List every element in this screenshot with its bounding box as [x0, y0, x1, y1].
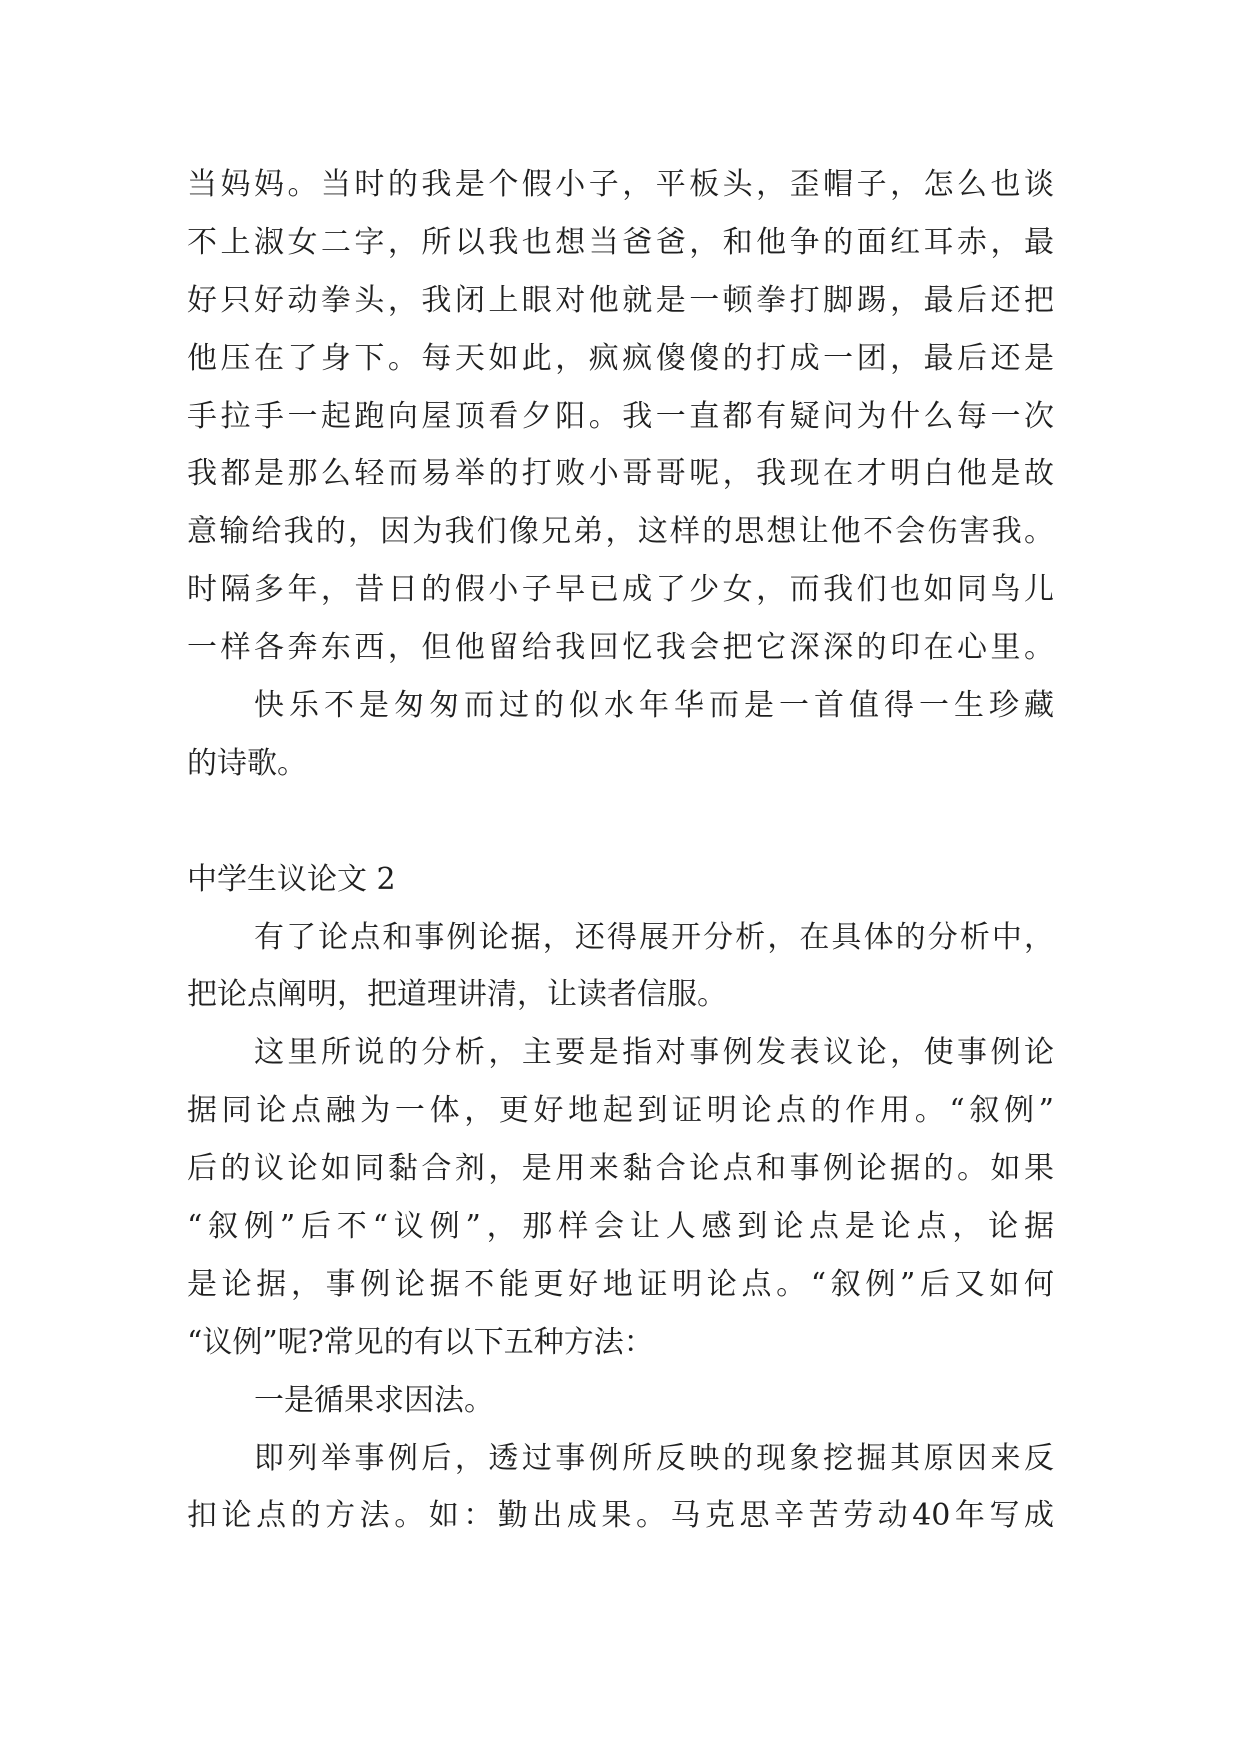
text-line: 扣论点的方法。如：勤出成果。马克思辛苦劳动40年写成: [187, 1498, 1054, 1534]
section-heading: 中学生议论文 2: [187, 861, 396, 897]
paragraph: [187, 1430, 1054, 1546]
text-line: “叙例”后不“议例”，那样会让人感到论点是论点，论据: [187, 1209, 1054, 1245]
text-line: 的诗歌。: [187, 745, 307, 781]
paragraph: [187, 1372, 1054, 1430]
text-line: 即列举事例后，透过事例所反映的现象挖掘其原因来反: [254, 1440, 1054, 1476]
document-body: [187, 156, 1054, 1545]
blank-line: [187, 793, 1054, 851]
paragraph: [187, 677, 1054, 793]
paragraph: [187, 909, 1054, 1025]
paragraph: [187, 156, 1054, 677]
text-line: 有了论点和事例论据，还得展开分析，在具体的分析中，: [254, 919, 1054, 955]
paragraph: [187, 1024, 1054, 1371]
text-line: 是论据，事例论据不能更好地证明论点。“叙例”后又如何: [187, 1266, 1054, 1302]
text-line: “议例”呢?常见的有以下五种方法：: [187, 1324, 654, 1360]
text-line: 把论点阐明，把道理讲清，让读者信服。: [187, 977, 727, 1013]
text-line: 快乐不是匆匆而过的似水年华而是一首值得一生珍藏: [254, 688, 1054, 724]
text-line: 意输给我的，因为我们像兄弟，这样的思想让他不会伤害我。: [187, 514, 1054, 550]
text-line: 不上淑女二字，所以我也想当爸爸，和他争的面红耳赤，最: [187, 224, 1054, 260]
text-line: 手拉手一起跑向屋顶看夕阳。我一直都有疑问为什么每一次: [187, 398, 1054, 434]
text-line: 他压在了身下。每天如此，疯疯傻傻的打成一团，最后还是: [187, 340, 1054, 376]
text-line: 好只好动拳头，我闭上眼对他就是一顿拳打脚踢，最后还把: [187, 282, 1054, 318]
text-line: 这里所说的分析，主要是指对事例发表议论，使事例论: [254, 1035, 1054, 1071]
text-line: 一样各奔东西，但他留给我回忆我会把它深深的印在心里。: [187, 630, 1054, 666]
text-line: 后的议论如同黏合剂，是用来黏合论点和事例论据的。如果: [187, 1151, 1054, 1187]
text-line: 一是循果求因法。: [254, 1382, 494, 1418]
text-line: 当妈妈。当时的我是个假小子，平板头，歪帽子，怎么也谈: [187, 167, 1054, 202]
text-line: 时隔多年，昔日的假小子早已成了少女，而我们也如同鸟儿: [187, 572, 1054, 608]
text-line: 我都是那么轻而易举的打败小哥哥呢，我现在才明白他是故: [187, 456, 1054, 492]
text-line: 据同论点融为一体，更好地起到证明论点的作用。“叙例”: [187, 1093, 1054, 1129]
